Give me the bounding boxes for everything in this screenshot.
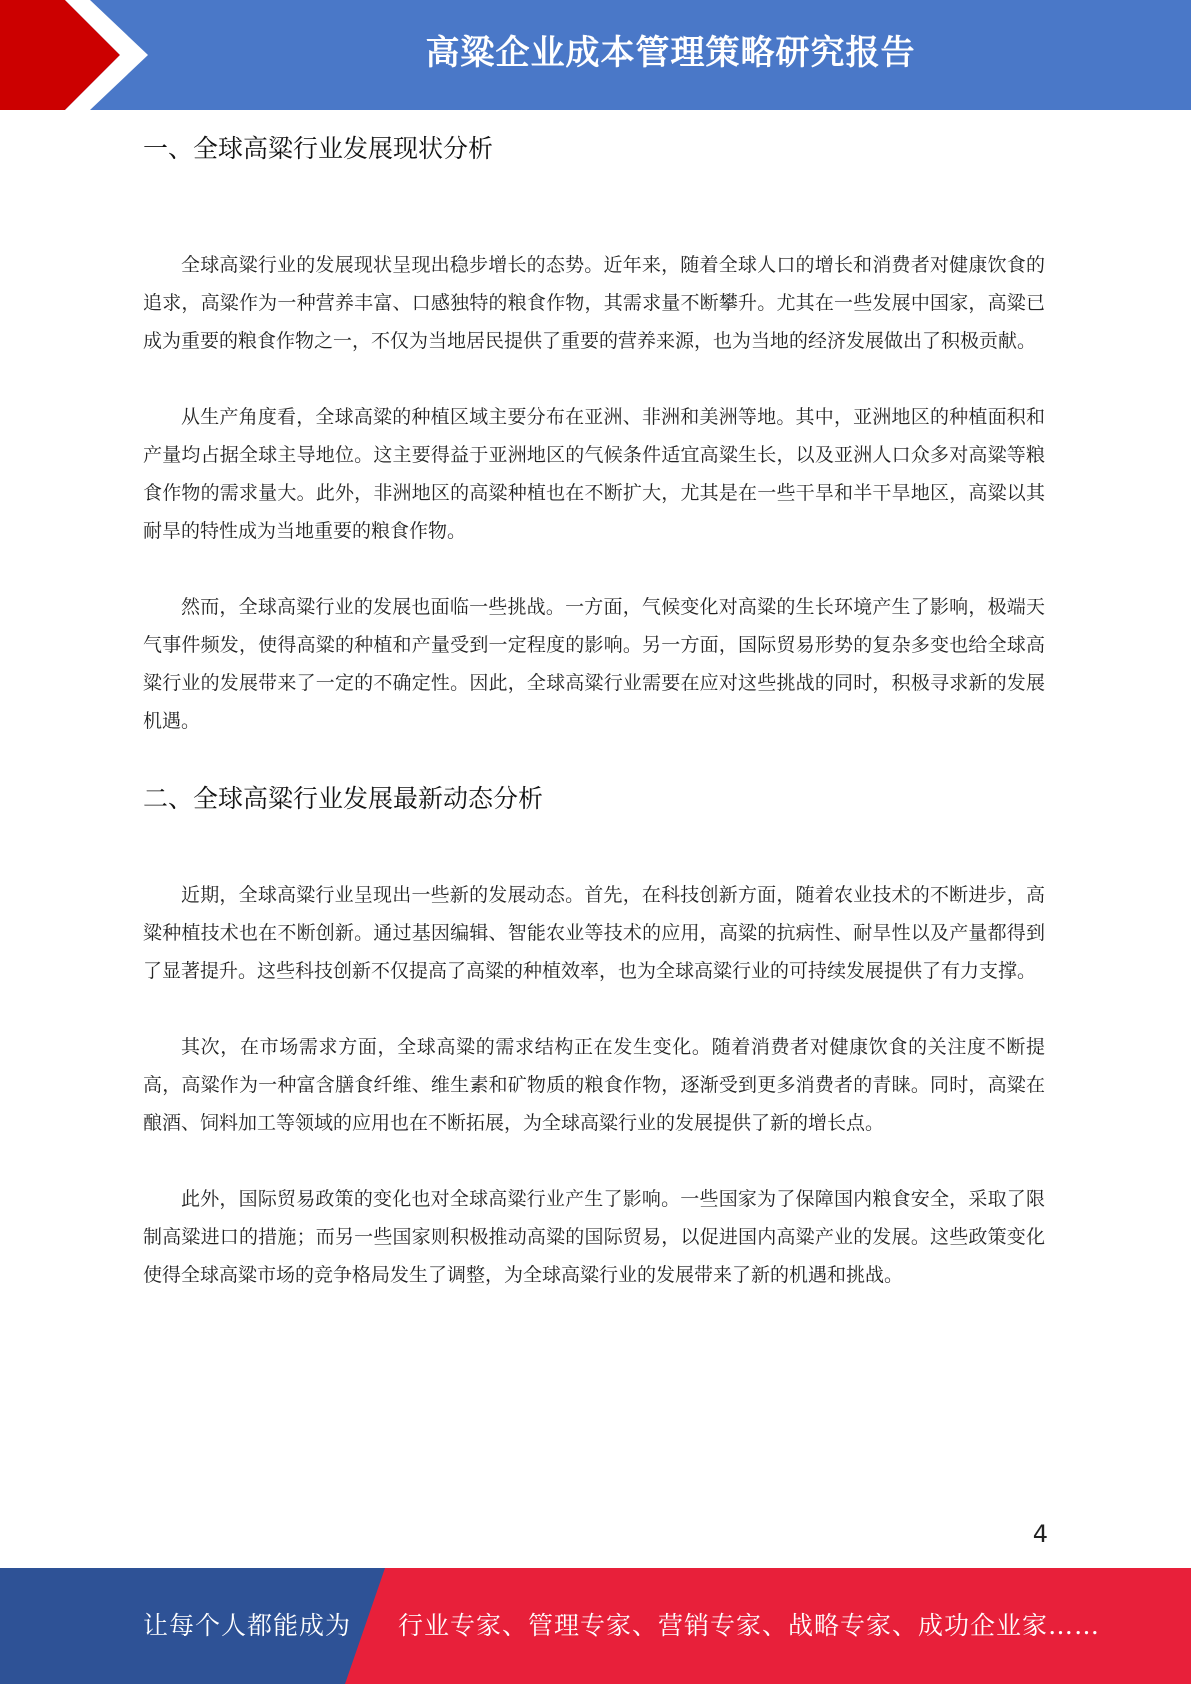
section-heading-1: 一、全球高粱行业发展现状分析 <box>143 134 494 163</box>
page-number: 4 <box>1032 1520 1048 1548</box>
section-heading-2: 二、全球高粱行业发展最新动态分析 <box>143 784 544 813</box>
paragraph-1-1: 全球高粱行业的发展现状呈现出稳步增长的态势。近年来，随着全球人口的增长和消费者对健康饮食的追求，高粱作为一种营养丰富、口感独特的粮食作物，其需求量不断攀升。尤其在一些发展中国家，高粱已成为重要的粮食作物之一，不仅为当地居民提供了重要的营养来源，也为当地的经济发展做出了积极贡献。 <box>143 254 1045 352</box>
header-arrow-decoration <box>0 0 160 110</box>
paragraph-2-2: 其次，在市场需求方面，全球高粱的需求结构正在发生变化。随着消费者对健康饮食的关注度不断提高，高粱作为一种富含膳食纤维、维生素和矿物质的粮食作物，逐渐受到更多消费者的青睐。同时，高粱在酿酒、饲料加工等领域的应用也在不断拓展，为全球高粱行业的发展提供了新的增长点。 <box>143 1036 1045 1134</box>
paragraph-1-3: 然而，全球高粱行业的发展也面临一些挑战。一方面，气候变化对高粱的生长环境产生了影响，极端天气事件频发，使得高粱的种植和产量受到一定程度的影响。另一方面，国际贸易形势的复杂多变也给全球高粱行业的发展带来了一定的不确定性。因此，全球高粱行业需要在应对这些挑战的同时，积极寻求新的发展机遇。 <box>143 596 1045 732</box>
footer-band <box>0 1568 1191 1684</box>
header-band <box>0 0 1191 110</box>
paragraph-2-1: 近期，全球高粱行业呈现出一些新的发展动态。首先，在科技创新方面，随着农业技术的不断进步，高粱种植技术也在不断创新。通过基因编辑、智能农业等技术的应用，高粱的抗病性、耐旱性以及产量都得到了显著提升。这些科技创新不仅提高了高粱的种植效率，也为全球高粱行业的可持续发展提供了有力支撑。 <box>143 884 1045 982</box>
paragraph-1-2: 从生产角度看，全球高粱的种植区域主要分布在亚洲、非洲和美洲等地。其中，亚洲地区的种植面积和产量均占据全球主导地位。这主要得益于亚洲地区的气候条件适宜高粱生长，以及亚洲人口众多对高粱等粮食作物的需求量大。此外，非洲地区的高粱种植也在不断扩大，尤其是在一些干旱和半干旱地区，高粱以其耐旱的特性成为当地重要的粮食作物。 <box>143 406 1045 542</box>
paragraph-2-3: 此外，国际贸易政策的变化也对全球高粱行业产生了影响。一些国家为了保障国内粮食安全，采取了限制高粱进口的措施；而另一些国家则积极推动高粱的国际贸易，以促进国内高粱产业的发展。这些政策变化使得全球高粱市场的竞争格局发生了调整，为全球高粱行业的发展带来了新的机遇和挑战。 <box>143 1188 1045 1286</box>
footer-slogan-left: 让每个人都能成为 <box>143 1611 352 1640</box>
report-title: 高粱企业成本管理策略研究报告 <box>425 33 916 73</box>
main-content <box>143 110 1045 1294</box>
footer-slogan-right: 行业专家、管理专家、营销专家、战略专家、成功企业家…… <box>398 1611 1101 1640</box>
